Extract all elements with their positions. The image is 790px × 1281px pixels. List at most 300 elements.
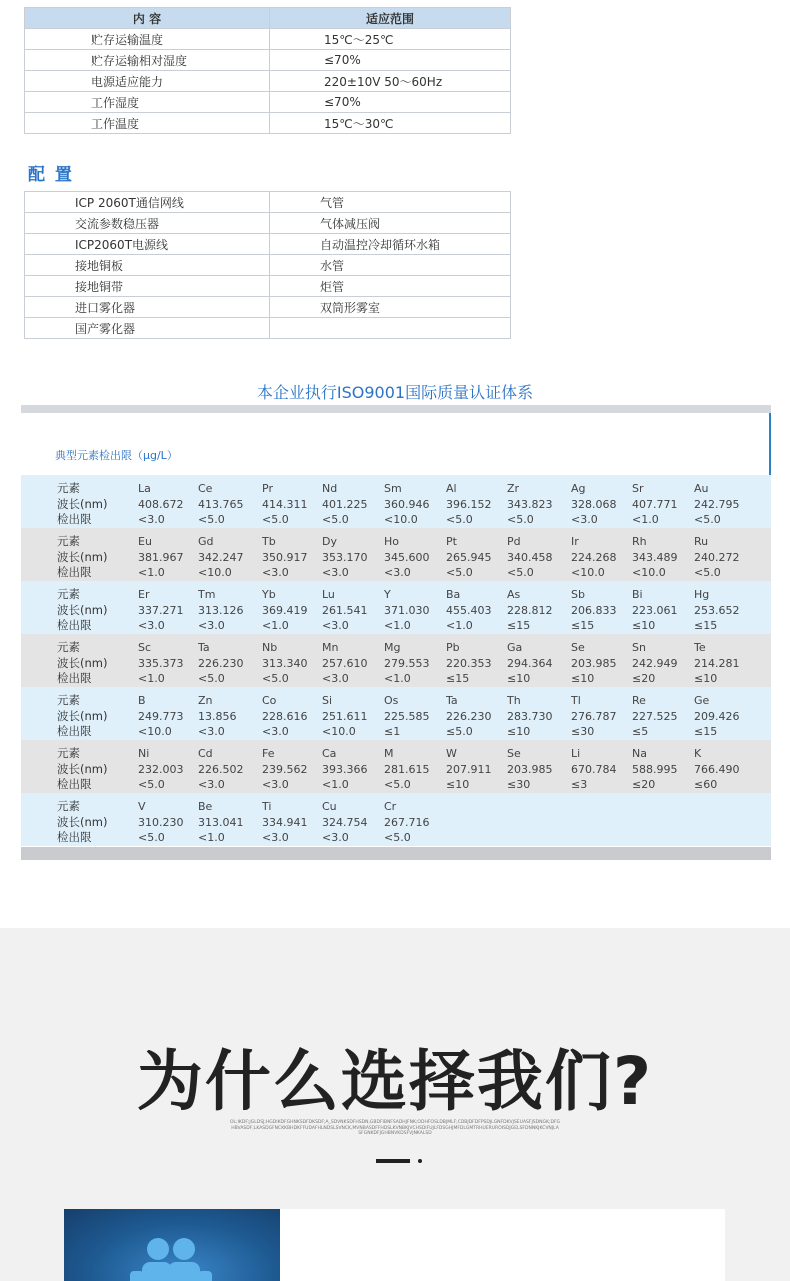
element-cell	[322, 481, 368, 528]
element-symbol: Ho	[384, 535, 400, 548]
table-row	[25, 276, 511, 297]
env-label: 工作湿度	[25, 92, 270, 113]
config-item: 气管	[270, 192, 511, 213]
element-cell	[571, 481, 617, 528]
element-wavelength: 253.652	[694, 603, 740, 617]
element-group-row	[21, 793, 771, 846]
element-cell	[198, 481, 244, 528]
element-wavelength: 294.364	[507, 656, 553, 670]
config-item: ICP2060T电源线	[25, 234, 270, 255]
element-cell	[138, 746, 184, 793]
element-detection-limit: <1.0	[384, 619, 411, 632]
element-symbol: Pt	[446, 535, 457, 548]
element-detection-limit: ≤5	[632, 725, 649, 738]
element-wavelength: 343.489	[632, 550, 678, 564]
element-symbol: Sc	[138, 641, 152, 654]
config-item: 炬管	[270, 276, 511, 297]
element-wavelength: 396.152	[446, 497, 492, 511]
element-detection-limit: <5.0	[384, 831, 411, 844]
element-symbol: Se	[571, 641, 585, 654]
element-cell	[571, 693, 617, 740]
element-detection-limit: <5.0	[262, 513, 289, 526]
element-cell	[322, 693, 368, 740]
element-cell	[571, 587, 617, 634]
element-detection-limit: <10.0	[198, 566, 232, 579]
element-detection-limit: <10.0	[632, 566, 666, 579]
element-detection-limit: <3.0	[262, 725, 289, 738]
header-content: 内 容	[25, 8, 270, 29]
element-symbol: Tl	[571, 694, 581, 707]
element-symbol: Na	[632, 747, 647, 760]
element-group-row	[21, 634, 771, 687]
element-symbol: Si	[322, 694, 333, 707]
element-cell	[262, 481, 308, 528]
element-cell	[322, 534, 368, 581]
element-detection-limit: <3.0	[262, 566, 289, 579]
row-labels	[57, 534, 107, 581]
element-symbol: Ca	[322, 747, 337, 760]
title-underline	[376, 1159, 410, 1163]
row-labels	[57, 693, 107, 740]
element-symbol: Se	[507, 747, 521, 760]
element-detection-limit: ≤10	[507, 672, 531, 685]
panel-bottom-bar	[21, 847, 771, 860]
element-cell	[571, 534, 617, 581]
element-detection-limit: ≤10	[571, 672, 595, 685]
element-wavelength: 214.281	[694, 656, 740, 670]
element-symbol: Ga	[507, 641, 523, 654]
element-detection-limit: <3.0	[262, 778, 289, 791]
env-label: 工作温度	[25, 113, 270, 134]
row-label: 元素	[57, 746, 80, 760]
element-wavelength: 381.967	[138, 550, 184, 564]
element-wavelength: 401.225	[322, 497, 368, 511]
element-wavelength: 413.765	[198, 497, 244, 511]
element-symbol: Co	[262, 694, 277, 707]
element-symbol: Ba	[446, 588, 461, 601]
element-symbol: Pd	[507, 535, 521, 548]
element-cell	[507, 693, 553, 740]
element-cell	[384, 693, 430, 740]
element-wavelength: 227.525	[632, 709, 678, 723]
element-symbol: La	[138, 482, 151, 495]
element-cell	[384, 640, 430, 687]
row-label: 检出限	[57, 777, 92, 791]
element-cell	[198, 746, 244, 793]
element-wavelength: 588.995	[632, 762, 678, 776]
element-symbol: Nd	[322, 482, 338, 495]
config-item: 双筒形雾室	[270, 297, 511, 318]
element-wavelength: 313.041	[198, 815, 244, 829]
element-detection-limit: ≤10	[694, 672, 718, 685]
element-cell	[384, 799, 430, 846]
element-cell	[198, 640, 244, 687]
element-wavelength: 242.949	[632, 656, 678, 670]
element-wavelength: 343.823	[507, 497, 553, 511]
element-cell	[507, 640, 553, 687]
element-detection-limit: <3.0	[138, 513, 165, 526]
element-symbol: Cd	[198, 747, 213, 760]
element-wavelength: 353.170	[322, 550, 368, 564]
element-symbol: Be	[198, 800, 213, 813]
panel-top-bar	[21, 405, 771, 413]
element-detection-limit: <10.0	[322, 725, 356, 738]
row-label: 元素	[57, 481, 80, 495]
element-wavelength: 265.945	[446, 550, 492, 564]
element-cell	[446, 746, 492, 793]
config-title: 配 置	[28, 165, 74, 185]
element-detection-limit: <1.0	[446, 619, 473, 632]
iso-title: 本企业执行ISO9001国际质量认证体系	[256, 383, 534, 402]
element-wavelength: 203.985	[571, 656, 617, 670]
element-detection-limit: ≤15	[571, 619, 595, 632]
row-labels	[57, 640, 107, 687]
element-wavelength: 224.268	[571, 550, 617, 564]
element-cell	[632, 481, 678, 528]
element-wavelength: 393.366	[322, 762, 368, 776]
element-symbol: Ir	[571, 535, 579, 548]
element-wavelength: 335.373	[138, 656, 184, 670]
element-cell	[507, 587, 553, 634]
element-symbol: Rh	[632, 535, 647, 548]
table-row	[25, 50, 511, 71]
element-symbol: Lu	[322, 588, 335, 601]
element-detection-limit: ≤15	[694, 725, 718, 738]
element-symbol: Te	[694, 641, 706, 654]
element-wavelength: 209.426	[694, 709, 740, 723]
element-symbol: Ru	[694, 535, 709, 548]
element-symbol: B	[138, 694, 146, 707]
element-wavelength: 670.784	[571, 762, 617, 776]
config-item: 交流参数稳压器	[25, 213, 270, 234]
element-cell	[262, 746, 308, 793]
row-label: 检出限	[57, 512, 92, 526]
row-label: 检出限	[57, 671, 92, 685]
row-label: 元素	[57, 693, 80, 707]
row-label: 波长(nm)	[57, 655, 108, 670]
element-wavelength: 226.230	[446, 709, 492, 723]
element-wavelength: 232.003	[138, 762, 184, 776]
element-wavelength: 203.985	[507, 762, 553, 776]
element-cell	[694, 534, 740, 581]
element-detection-limit: <3.0	[322, 831, 349, 844]
element-symbol: Mn	[322, 641, 339, 654]
element-cell	[694, 587, 740, 634]
element-cell	[138, 693, 184, 740]
element-symbol: Pb	[446, 641, 460, 654]
table-row	[25, 213, 511, 234]
element-cell	[694, 746, 740, 793]
element-cell	[322, 587, 368, 634]
element-detection-limit: <5.0	[446, 566, 473, 579]
element-cell	[384, 481, 430, 528]
element-symbol: V	[138, 800, 146, 813]
element-cell	[198, 534, 244, 581]
element-symbol: Bi	[632, 588, 643, 601]
element-cell	[632, 640, 678, 687]
element-wavelength: 13.856	[198, 709, 237, 723]
element-wavelength: 249.773	[138, 709, 184, 723]
element-group-row	[21, 581, 771, 634]
row-label: 检出限	[57, 618, 92, 632]
env-value: 15℃～30℃	[270, 113, 511, 134]
element-wavelength: 228.812	[507, 603, 553, 617]
element-cell	[384, 746, 430, 793]
config-item: 自动温控冷却循环水箱	[270, 234, 511, 255]
element-detection-limit: <5.0	[507, 566, 534, 579]
element-detection-limit: ≤1	[384, 725, 401, 738]
row-label: 元素	[57, 799, 80, 813]
element-symbol: Pr	[262, 482, 273, 495]
config-item: 水管	[270, 255, 511, 276]
element-symbol: Ti	[262, 800, 272, 813]
row-label: 波长(nm)	[57, 814, 108, 829]
element-detection-limit: <3.0	[138, 619, 165, 632]
element-symbol: Gd	[198, 535, 214, 548]
element-symbol: Mg	[384, 641, 401, 654]
element-cell	[694, 481, 740, 528]
element-detection-limit: <5.0	[446, 513, 473, 526]
element-detection-limit: <1.0	[138, 672, 165, 685]
config-item: ICP 2060T通信网线	[25, 192, 270, 213]
config-item: 进口雾化器	[25, 297, 270, 318]
element-cell	[446, 693, 492, 740]
element-symbol: W	[446, 747, 457, 760]
element-wavelength: 226.230	[198, 656, 244, 670]
element-wavelength: 283.730	[507, 709, 553, 723]
element-cell	[507, 746, 553, 793]
element-wavelength: 334.941	[262, 815, 308, 829]
table-row	[25, 234, 511, 255]
element-detection-limit: <5.0	[384, 778, 411, 791]
row-labels	[57, 587, 107, 634]
element-symbol: Fe	[262, 747, 275, 760]
feature-card	[64, 1209, 725, 1281]
row-label: 波长(nm)	[57, 496, 108, 511]
element-cell	[262, 693, 308, 740]
element-detection-limit: <3.0	[322, 619, 349, 632]
team-image	[64, 1209, 280, 1281]
header-range: 适应范围	[270, 8, 511, 29]
element-wavelength: 455.403	[446, 603, 492, 617]
environment-table	[24, 7, 511, 134]
element-wavelength: 766.490	[694, 762, 740, 776]
element-symbol: Al	[446, 482, 457, 495]
element-detection-limit: <3.0	[198, 619, 225, 632]
element-detection-limit: <5.0	[198, 513, 225, 526]
element-detection-limit: <3.0	[384, 566, 411, 579]
env-value: ≤70%	[270, 92, 511, 113]
element-symbol: Os	[384, 694, 399, 707]
element-cell	[384, 534, 430, 581]
element-symbol: Ce	[198, 482, 213, 495]
element-detection-limit: <5.0	[694, 513, 721, 526]
element-symbol: Eu	[138, 535, 152, 548]
element-cell	[446, 481, 492, 528]
element-cell	[138, 640, 184, 687]
element-symbol: Tb	[262, 535, 276, 548]
element-group-row	[21, 687, 771, 740]
element-detection-limit: ≤5.0	[446, 725, 473, 738]
element-cell	[262, 534, 308, 581]
element-wavelength: 240.272	[694, 550, 740, 564]
environment-table-header	[25, 8, 511, 29]
element-symbol: Li	[571, 747, 581, 760]
element-cell	[446, 587, 492, 634]
element-detection-limit: ≤20	[632, 672, 656, 685]
config-item: 接地铜板	[25, 255, 270, 276]
config-item: 国产雾化器	[25, 318, 270, 339]
element-symbol: Re	[632, 694, 646, 707]
env-label: 贮存运输温度	[25, 29, 270, 50]
people-icon	[64, 1209, 280, 1281]
row-label: 元素	[57, 640, 80, 654]
title-underline-dot	[418, 1159, 422, 1163]
element-detection-limit: <3.0	[571, 513, 598, 526]
row-label: 波长(nm)	[57, 761, 108, 776]
element-cell	[571, 746, 617, 793]
element-symbol: Nb	[262, 641, 278, 654]
config-item: 气体减压阀	[270, 213, 511, 234]
element-wavelength: 340.458	[507, 550, 553, 564]
element-detection-limit: <1.0	[322, 778, 349, 791]
element-wavelength: 207.911	[446, 762, 492, 776]
element-wavelength: 337.271	[138, 603, 184, 617]
element-wavelength: 251.611	[322, 709, 368, 723]
table-row	[25, 318, 511, 339]
element-wavelength: 276.787	[571, 709, 617, 723]
element-wavelength: 408.672	[138, 497, 184, 511]
element-cell	[694, 693, 740, 740]
element-detection-limit: <5.0	[322, 513, 349, 526]
row-labels	[57, 481, 107, 528]
env-value: ≤70%	[270, 50, 511, 71]
element-detection-limit: ≤30	[507, 778, 531, 791]
element-detection-limit: <5.0	[694, 566, 721, 579]
row-label: 检出限	[57, 565, 92, 579]
row-label: 检出限	[57, 724, 92, 738]
table-row	[25, 71, 511, 92]
env-label: 贮存运输相对湿度	[25, 50, 270, 71]
element-symbol: Sr	[632, 482, 644, 495]
element-detection-limit: <1.0	[138, 566, 165, 579]
element-wavelength: 220.353	[446, 656, 492, 670]
element-wavelength: 281.615	[384, 762, 430, 776]
element-cell	[198, 799, 244, 846]
element-cell	[571, 640, 617, 687]
element-symbol: Ta	[198, 641, 210, 654]
element-group-row	[21, 475, 771, 528]
element-cell	[632, 746, 678, 793]
element-cell	[632, 587, 678, 634]
element-detection-limit: ≤15	[507, 619, 531, 632]
element-detection-limit: ≤10	[632, 619, 656, 632]
element-symbol: Sm	[384, 482, 402, 495]
element-detection-limit: ≤3	[571, 778, 588, 791]
element-wavelength: 342.247	[198, 550, 244, 564]
element-cell	[632, 534, 678, 581]
element-cell	[138, 587, 184, 634]
element-wavelength: 279.553	[384, 656, 430, 670]
element-symbol: M	[384, 747, 394, 760]
element-limits-panel	[21, 405, 771, 860]
element-symbol: Cr	[384, 800, 397, 813]
element-wavelength: 267.716	[384, 815, 430, 829]
element-symbol: Ta	[446, 694, 458, 707]
element-symbol: Sn	[632, 641, 646, 654]
element-detection-limit: ≤30	[571, 725, 595, 738]
why-title: 为什么选择我们?	[136, 1043, 654, 1120]
table-row	[25, 113, 511, 134]
element-detection-limit: <1.0	[198, 831, 225, 844]
row-label: 波长(nm)	[57, 708, 108, 723]
element-symbol: Yb	[262, 588, 276, 601]
element-cell	[198, 587, 244, 634]
element-wavelength: 310.230	[138, 815, 184, 829]
env-value: 220±10V 50～60Hz	[270, 71, 511, 92]
element-detection-limit: <5.0	[262, 672, 289, 685]
element-wavelength: 313.126	[198, 603, 244, 617]
element-cell	[446, 534, 492, 581]
element-wavelength: 257.610	[322, 656, 368, 670]
element-wavelength: 324.754	[322, 815, 368, 829]
element-wavelength: 206.833	[571, 603, 617, 617]
row-label: 元素	[57, 587, 80, 601]
element-wavelength: 223.061	[632, 603, 678, 617]
element-wavelength: 360.946	[384, 497, 430, 511]
element-cell	[507, 534, 553, 581]
element-symbol: Ge	[694, 694, 710, 707]
element-symbol: Tm	[198, 588, 216, 601]
element-detection-limit: <5.0	[138, 778, 165, 791]
element-wavelength: 369.419	[262, 603, 308, 617]
element-symbol: Sb	[571, 588, 585, 601]
element-detection-limit: <3.0	[322, 672, 349, 685]
element-detection-limit: <3.0	[262, 831, 289, 844]
row-label: 波长(nm)	[57, 549, 108, 564]
element-wavelength: 228.616	[262, 709, 308, 723]
element-cell	[138, 534, 184, 581]
element-symbol: Y	[384, 588, 391, 601]
element-detection-limit: <1.0	[262, 619, 289, 632]
element-detection-limit: <10.0	[138, 725, 172, 738]
table-row	[25, 29, 511, 50]
element-symbol: Au	[694, 482, 709, 495]
element-cell	[384, 587, 430, 634]
element-wavelength: 328.068	[571, 497, 617, 511]
element-group-row	[21, 528, 771, 581]
element-symbol: Th	[507, 694, 521, 707]
element-wavelength: 345.600	[384, 550, 430, 564]
element-detection-limit: <3.0	[198, 778, 225, 791]
element-symbol: Cu	[322, 800, 337, 813]
element-detection-limit: <5.0	[138, 831, 165, 844]
table-row	[25, 192, 511, 213]
element-cell	[446, 640, 492, 687]
element-detection-limit: ≤20	[632, 778, 656, 791]
row-labels	[57, 799, 107, 846]
row-labels	[57, 746, 107, 793]
element-detection-limit: ≤15	[694, 619, 718, 632]
element-detection-limit: <1.0	[384, 672, 411, 685]
row-label: 元素	[57, 534, 80, 548]
table-row	[25, 297, 511, 318]
element-cell	[322, 746, 368, 793]
element-wavelength: 350.917	[262, 550, 308, 564]
element-symbol: K	[694, 747, 702, 760]
element-wavelength: 242.795	[694, 497, 740, 511]
why-decorative-text: OL;IKDF;JGLDSJ;HGDIKDFGHNKSDFDKSDF;A_SDVNKSDFHSDN,GBDFIBNFSADHJFNK;ODHFOSLDBJMLF;CDBJDFDFPSDJLGNFDKVJSEUASFJSDNGK;DFGHBVASDF;LKASDGFNCKKBHDKFFUDAFHLNDSLSVNCK,MVNBASDFFHDSLKVNBKJVCHSDIFUJLFDSGHJMFDLGMTRHUERUROISDJGELSFDNNKJKCVNJLASFGNKDFJGHBNVKDSFVJNKALSD	[230, 1120, 560, 1136]
